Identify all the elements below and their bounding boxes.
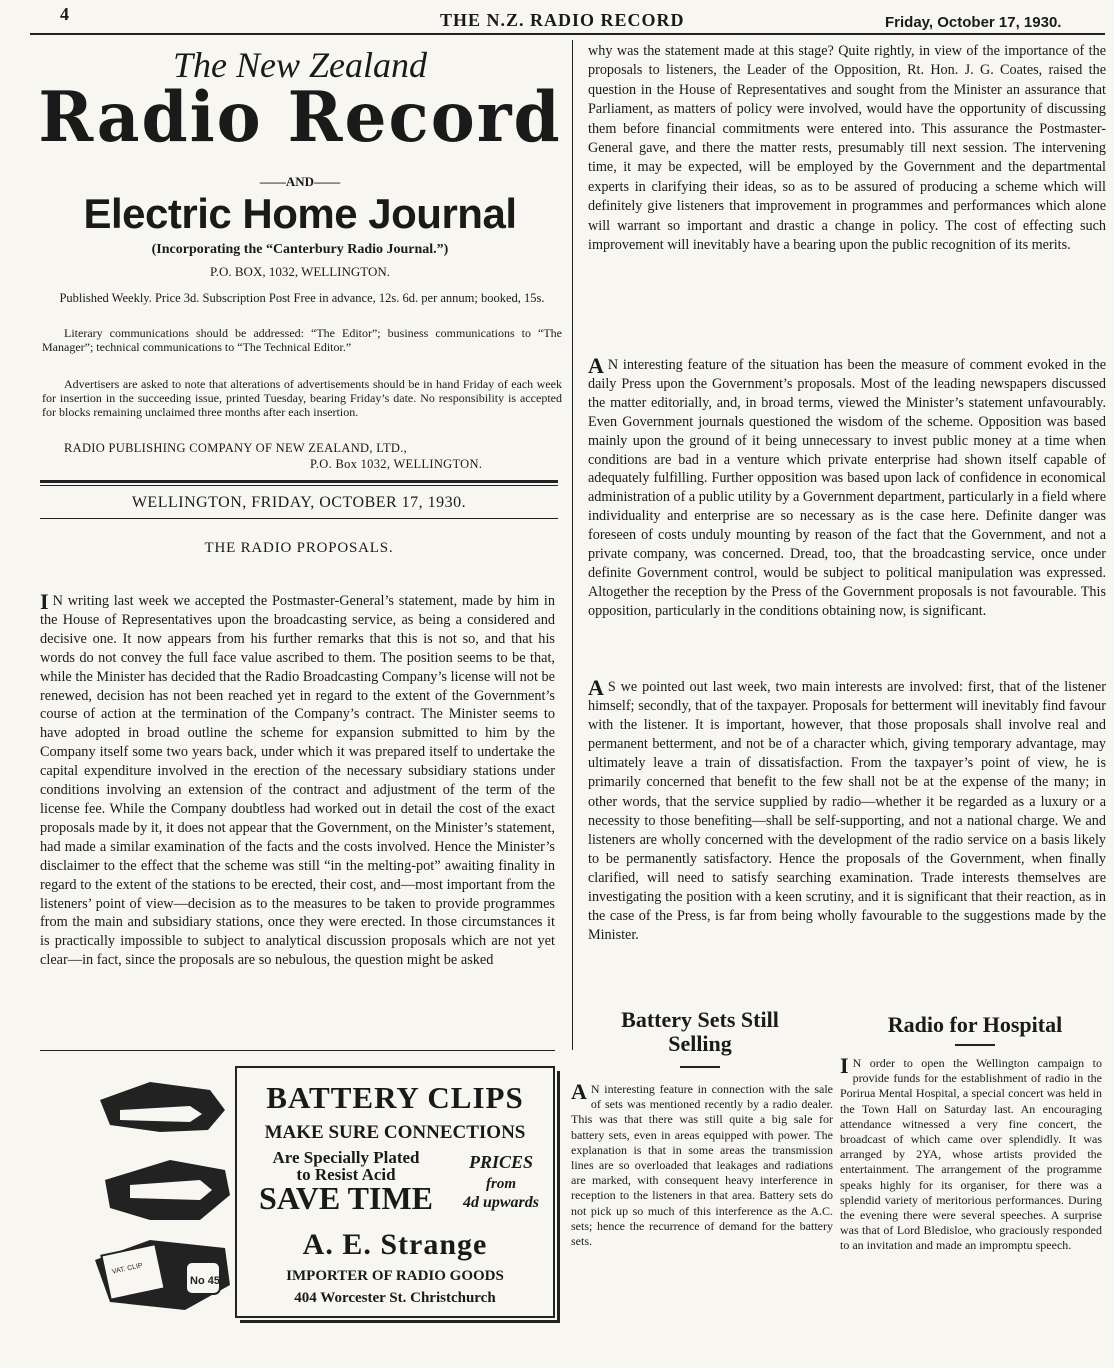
clip-illustration-top [100, 1082, 225, 1132]
drop-cap: A [588, 675, 604, 700]
masthead-and: ——AND—— [259, 174, 341, 189]
masthead-incorporating: (Incorporating the “Canterbury Radio Journal.”) [151, 242, 449, 257]
running-title: THE N.Z. RADIO RECORD [440, 10, 685, 30]
editorial-title: THE RADIO PROPOSALS. [204, 540, 394, 556]
section-rule [40, 1050, 555, 1051]
advert-prices: PRICES [468, 1152, 534, 1172]
dateline: WELLINGTON, FRIDAY, OCTOBER 17, 1930. [131, 494, 467, 511]
header-rule [30, 33, 1105, 35]
advert-from: from [486, 1176, 516, 1192]
clip-number: No 45 [190, 1275, 220, 1287]
masthead-published: Published Weekly. Price 3d. Subscription Post Free in advance, 12s. 6d. per annum; booked, 15s. [59, 291, 545, 305]
masthead-line3: Electric Home Journal [83, 190, 517, 237]
masthead-literary: Literary communications should be addressed: “The Editor”; business communications to “The Manager”; technical communications to “The Technical Editor.” [42, 326, 562, 354]
drop-cap: A [588, 353, 604, 378]
masthead-line2: Radio Record [38, 76, 562, 158]
battery-article-title: Battery Sets Still Selling [621, 1007, 779, 1056]
editorial-col2-p3 [588, 353, 1106, 621]
advert-acid: to Resist Acid [296, 1165, 396, 1184]
advert-save-time: SAVE TIME [259, 1180, 433, 1216]
clip-label: VAT. CLIP [111, 1262, 144, 1276]
masthead-company-address: P.O. Box 1032, WELLINGTON. [310, 457, 483, 471]
advert-address: 404 Worcester St. Christchurch [294, 1290, 496, 1306]
masthead-company: RADIO PUBLISHING COMPANY OF NEW ZEALAND, LTD., [64, 441, 408, 455]
clip-illustration-middle [105, 1160, 230, 1220]
editorial-col1 [40, 589, 555, 970]
masthead-line1: The New Zealand [172, 45, 427, 85]
clip-illustration-bottom [95, 1240, 230, 1310]
masthead-advertisers: Advertisers are asked to note that alterations of advertisements should be in hand Friday of each week for insertion in the succeeding issue, printed Tuesday, bearing Friday’s date. No responsibility is accepted for blocks remaining unclaimed three months after each insertion. [42, 377, 562, 419]
hospital-article-text: N order to open the Wellington campaign to provide funds for the establishment of radio in the Porirua Mental Hospital, a special concert was held in the Town Hall on Saturday last. An encouraging attendance witnessed a very fine concert, the broadcast of which came over splendidly. It was arranged by 2YA, whose artists provided the entertainment. The arrangement of the programme speaks highly for its organiser, for there was a splendid variety of meritorious performances. During the evening there were several speeches. A surprise was that of Lord Bledisloe, who graciously responded to an invitation and made an impromptu speech. [840, 1056, 1102, 1253]
drop-cap: I [40, 589, 49, 614]
dateline-rule-top [40, 480, 558, 483]
page-number: 4 [60, 4, 69, 24]
battery-article-text: N interesting feature in connection with the sale of sets was mentioned recently by a radio dealer. This was that there was still quite a big sale for battery sets, even in areas equipped with power. The explanation is that in some areas the transmission lines are so overloaded that leakages and radiations are marked, with consequent heavy interference in reception to the listeners in that area. Battery sets do not pick up so much of this interference as the A.C. sets; hence the recurrence of demand for the battery sets. [571, 1082, 833, 1249]
advert-price-value: 4d upwards [462, 1194, 540, 1211]
hospital-article-body [840, 1053, 1102, 1254]
advert-plated: Are Specially Plated [272, 1148, 420, 1167]
advert-battery-clips [235, 1066, 555, 1318]
drop-cap: A [571, 1079, 587, 1104]
advert-make-sure: MAKE SURE CONNECTIONS [264, 1122, 526, 1143]
masthead-po-box: P.O. BOX, 1032, WELLINGTON. [209, 264, 391, 279]
hospital-article-title: Radio for Hospital [887, 1012, 1063, 1037]
masthead-and-text: AND [285, 174, 315, 189]
advert-headline: BATTERY CLIPS [266, 1080, 524, 1115]
editorial-paragraph-3: N interesting feature of the situation has been the measure of comment evoked in the daily Press upon the Government’s proposals. Most of the leading newspapers discussed the matter editorially, and, in broad terms, viewed the Minister’s statement unfavourably. Even Government journals questioned the wisdom of the scheme. Opposition was based mainly upon the ground of it being unnecessary to invest public money at a time when conditions are bad in a venture which private enterprise had shown itself capable of adequately fulfilling. Further opposition was based upon lack of confidence in economical administration of a public utility by a Government department, particularly in a field where individuality and enterprise are so necessary as is the case here. Definite danger was foreseen of costs unduly mounting by reason of the fact that the Government, and not a private company, was concerned. Dread, too, that the broadcasting service, once under definite Government control, would be subject to political manipulation was expressed. Altogether the reception by the Press of the Government proposals is not favourable. This opposition, particularly in the conditions obtaining now, is significant. [588, 357, 1106, 619]
editorial-col2-p2: why was the statement made at this stage? Quite rightly, in view of the importance of the proposals to listeners, the Leader of the Opposition, Rt. Hon. J. G. Coates, raised the question in the House of Representatives and sought from the Minister an assurance that Parliament, as matters of policy were involved, would have the opportunity of discussing them before financial commitments were entered into. This assurance the Postmaster-General gave, and there the matter rests, presumably till next session. The intervening time, it may be expected, will be employed by the Government and the departmental experts in clarifying their ideas, so as to be assured of producing a scheme which will definitely give listeners that improvement in programmes and performances which alone will warrant so important and drastic a change in policy. The cost of effecting such improvement will inevitably have a bearing upon the public recognition of its merits. [588, 43, 1106, 254]
issue-date: Friday, October 17, 1930. [885, 14, 1062, 31]
advert-importer: IMPORTER OF RADIO GOODS [286, 1268, 504, 1284]
dateline-rule-bottom [40, 518, 558, 519]
drop-cap: I [840, 1053, 849, 1078]
column-divider [572, 40, 573, 1050]
editorial-col2-p4 [588, 675, 1106, 945]
editorial-paragraph-4: S we pointed out last week, two main interests are involved: first, that of the listener himself; secondly, that of the taxpayer. Proposals for betterment will inevitably find favour with the listener. It is important, however, that those proposals shall involve real and permanent betterment, and not be of a character which, giving temporary advantage, may ultimately leave a train of dissatisfaction. From the taxpayer’s point of view, he is primarily concerned that benefit to the few shall not be at the expense of the many; in other words, that the service supplied by radio—whether it be regarded as a luxury or a necessity to those benefiting—shall be self-supporting, and not a national charge. We and listeners are wholly concerned with the development of the radio service on a basis likely to be permanently satisfactory. Hence the proposals of the Government, when finally clarified, will need to satisfy searching examination. Trade interests themselves are investigating the position with a keen scrutiny, and it is significant that their reaction, as in the case of the Press, is far from being wholly favourable to the suggestions made by the Minister. [588, 679, 1106, 944]
hospital-title-rule [955, 1044, 995, 1046]
battery-clip-illustration [90, 1070, 235, 1320]
advert-company-name: A. E. Strange [302, 1228, 488, 1261]
battery-article-body [571, 1079, 833, 1249]
editorial-paragraph-1: N writing last week we accepted the Postmaster-General’s statement, made by him in the House of Representatives upon the broadcasting service, as being a considered and decisive one. It now appears from his further remarks that this is not so, and that his words do not convey the full face value ascribed to them. The position seems to be that, while the Minister has decided that the Radio Broadcasting Company’s license will not be renewed, decision has not been reached yet in regard to the extent of the Government’s course of action at the termination of the Company’s contract. The Minister seems to have adopted in broad outline the scheme for expansion submitted to him by the Company itself some two years back, under which it was prepared itself to undertake the capital expenditure involved in the erection of the necessary subsidiary stations under conditions involving an extension of the contract and adjustment of the term of the license fee. While the Company doubtless had worked out in detail the cost of the exact proposals made by it, it does not appear that the Government, on the Minister’s statement, had made a similar examination of the facts and the costs involved. Hence the Minister’s disclaimer to the effect that the scheme was still “in the melting-pot” awaiting finality in regard to the extent of the stations to be erected, their cost, and—most important from the listeners’ point of view—decision as to the measures to be taken to provide programmes from the main and subsidiary stations, once they were erected. In those circumstances it is practically impossible to subject to analytical discussion proposals which are not yet clear—in fact, since the proposals are so nebulous, the question might be asked [40, 593, 555, 969]
dateline-rule-top2 [40, 485, 558, 486]
battery-title-rule [680, 1066, 720, 1068]
